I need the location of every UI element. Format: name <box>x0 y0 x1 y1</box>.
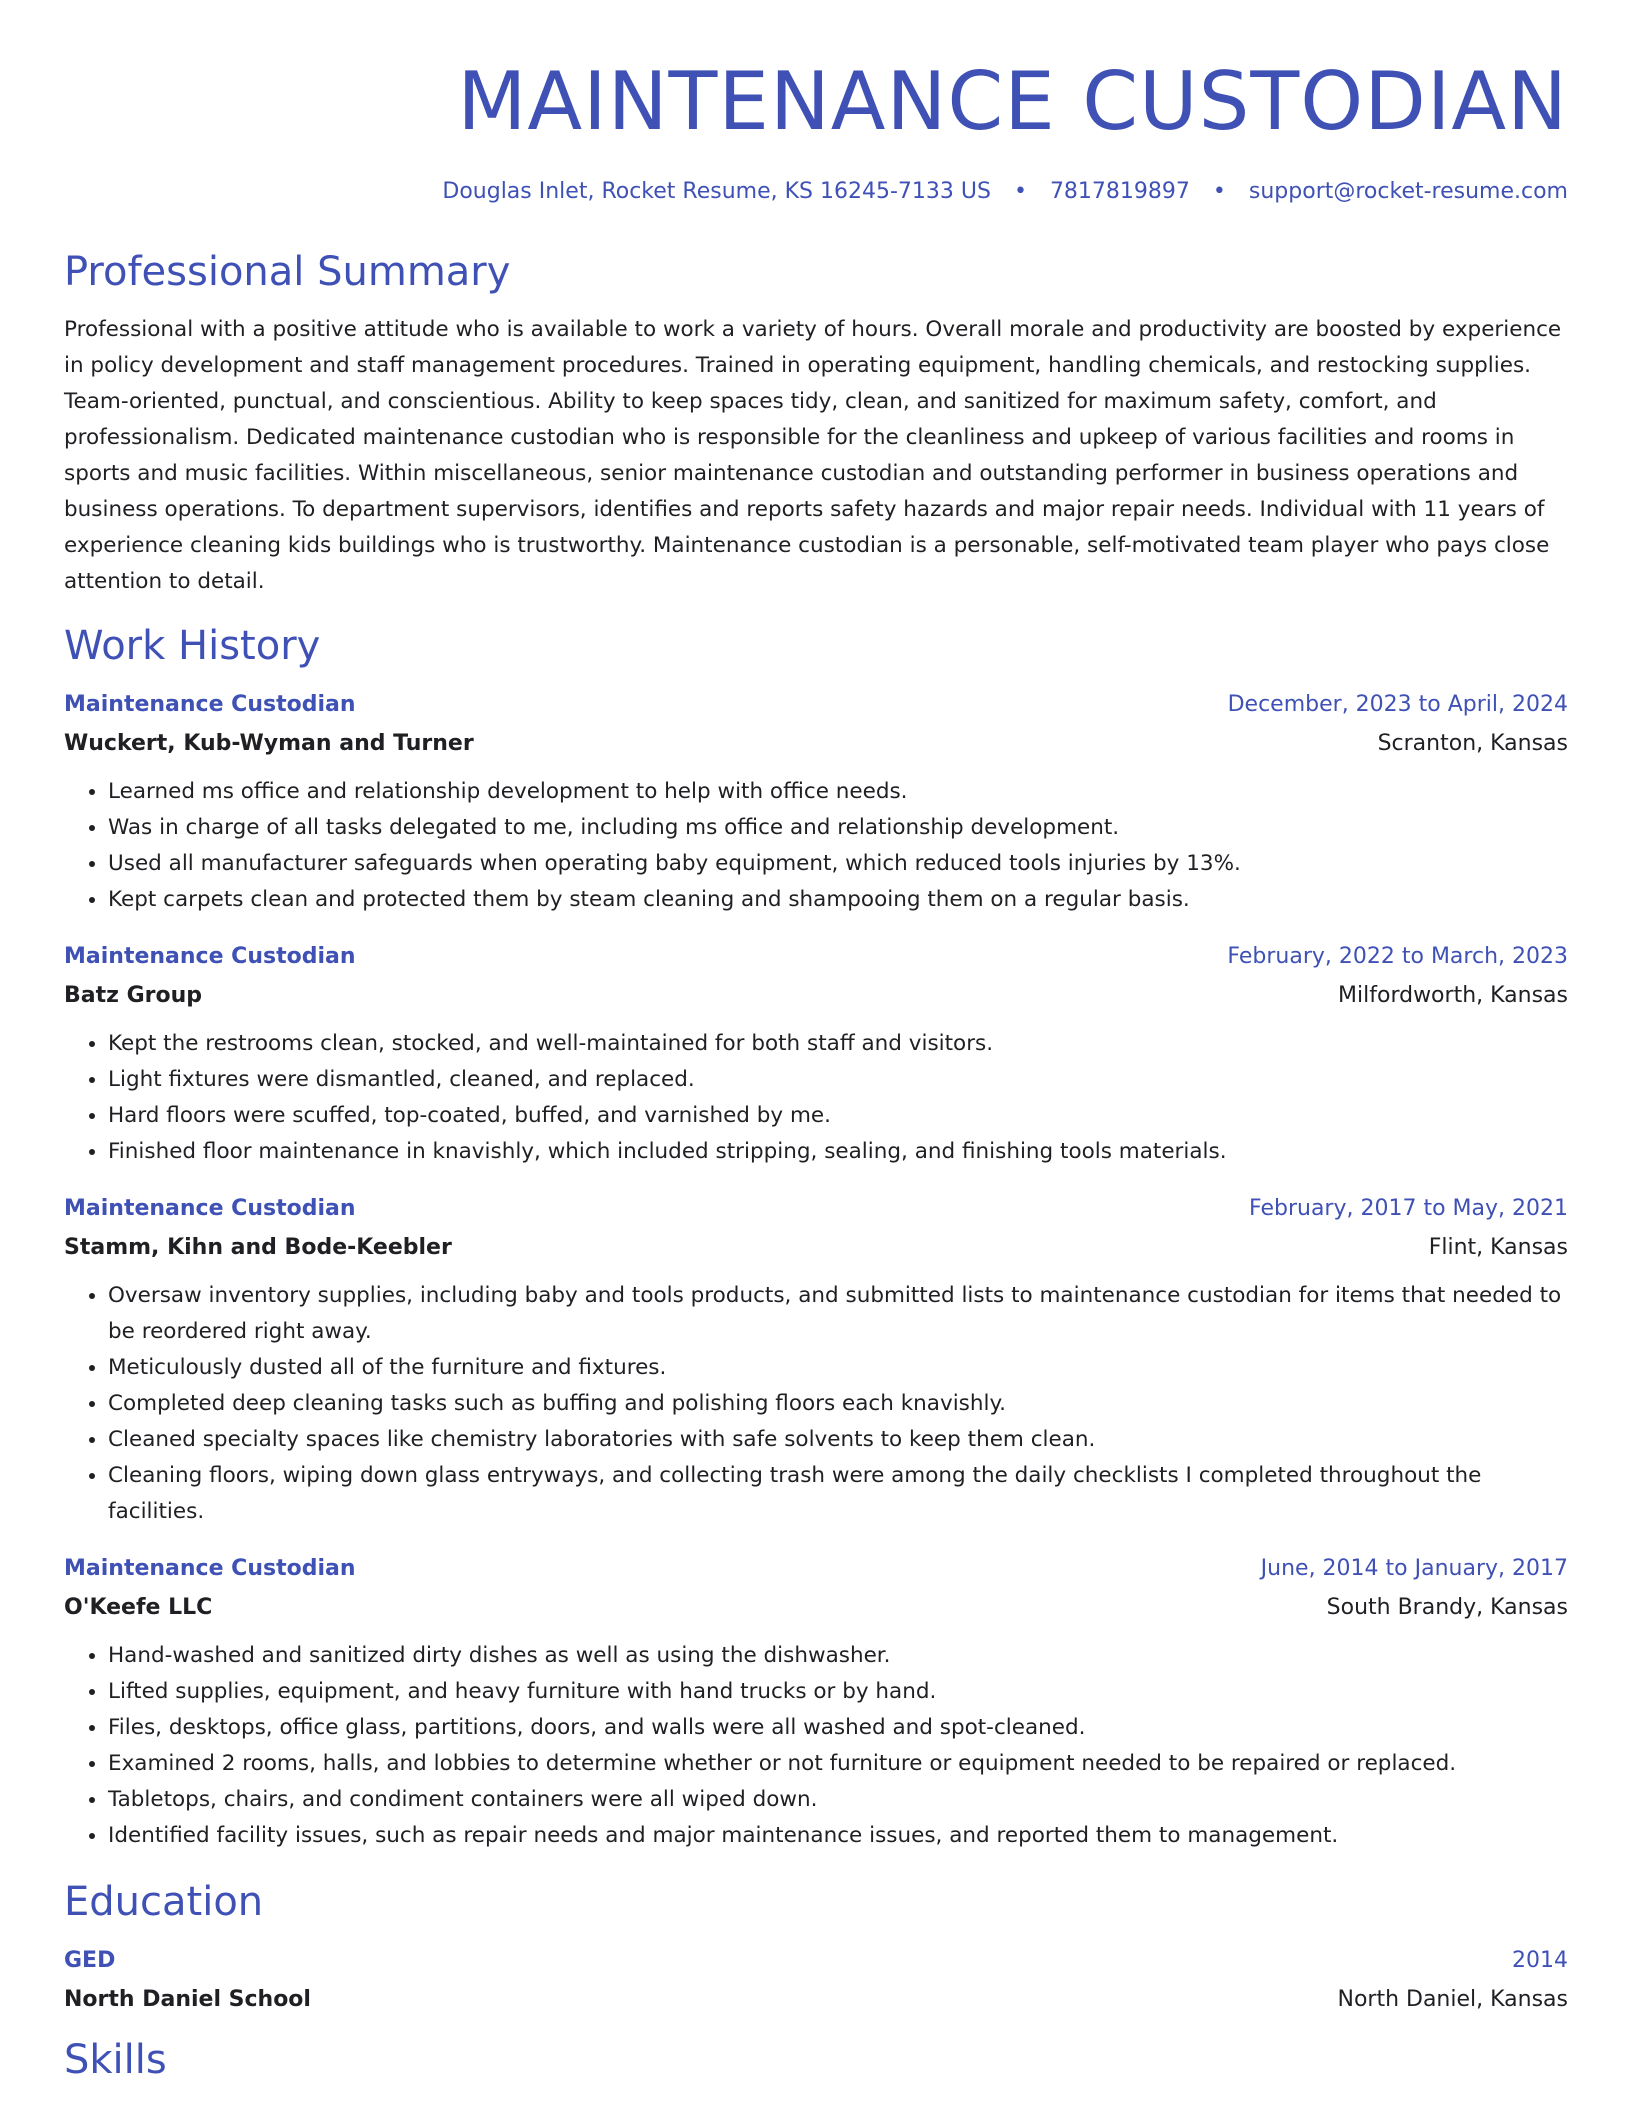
contact-email: support@rocket-resume.com <box>1248 179 1568 204</box>
contact-separator: • <box>1013 179 1027 204</box>
job-entry <box>64 1550 1568 1854</box>
job-bullets <box>64 1638 1568 1854</box>
education-school: North Daniel School <box>64 1987 311 2012</box>
contact-address: Douglas Inlet, Rocket Resume, KS 16245-7133 US <box>442 179 991 204</box>
job-bullet: • Finished floor maintenance in knavishly, which included stripping, sealing, and finishing tools materials. <box>108 1134 1568 1170</box>
job-company: O'Keefe LLC <box>64 1595 213 1620</box>
job-entry <box>64 938 1568 1170</box>
job-bullet: • Tabletops, chairs, and condiment containers were all wiped down. <box>108 1782 1568 1818</box>
job-entry <box>64 686 1568 918</box>
work-history-heading: Work History <box>64 623 321 669</box>
contact-phone: 7817819897 <box>1049 179 1190 204</box>
job-company-row <box>64 976 1568 1016</box>
candidate-name: MAINTENANCE CUSTODIAN <box>457 55 1568 148</box>
resume-header <box>64 52 1568 208</box>
job-bullet: • Kept carpets clean and protected them by steam cleaning and shampooing them on a regular basis. <box>108 882 1568 918</box>
job-dates: February, 2017 to May, 2021 <box>1249 1196 1568 1221</box>
job-bullet: • Hard floors were scuffed, top-coated, buffed, and varnished by me. <box>108 1098 1568 1134</box>
job-company: Stamm, Kihn and Bode-Keebler <box>64 1235 452 1260</box>
education-location: North Daniel, Kansas <box>1337 1987 1568 2012</box>
job-title-row <box>64 1190 1568 1228</box>
education-year: 2014 <box>1512 1948 1568 1973</box>
job-company-row <box>64 1588 1568 1628</box>
job-title: Maintenance Custodian <box>64 692 356 717</box>
job-company: Wuckert, Kub-Wyman and Turner <box>64 731 474 756</box>
contact-separator: • <box>1212 179 1226 204</box>
job-bullet: • Hand-washed and sanitized dirty dishes as well as using the dishwasher. <box>108 1638 1568 1674</box>
job-company-row <box>64 1228 1568 1268</box>
job-bullet: • Files, desktops, office glass, partitions, doors, and walls were all washed and spot-cleaned. <box>108 1710 1568 1746</box>
job-location: Milfordworth, Kansas <box>1338 983 1568 1008</box>
job-bullets <box>64 774 1568 918</box>
education-heading: Education <box>64 1879 264 1925</box>
job-bullet: • Examined 2 rooms, halls, and lobbies to determine whether or not furniture or equipment needed to be repaired or replaced. <box>108 1746 1568 1782</box>
job-title: Maintenance Custodian <box>64 1196 356 1221</box>
job-bullets <box>64 1026 1568 1170</box>
job-company: Batz Group <box>64 983 203 1008</box>
job-dates: December, 2023 to April, 2024 <box>1227 692 1568 717</box>
job-dates: February, 2022 to March, 2023 <box>1227 944 1568 969</box>
job-entry <box>64 1190 1568 1530</box>
job-title-row <box>64 1550 1568 1588</box>
job-title-row <box>64 686 1568 724</box>
job-bullet: • Oversaw inventory supplies, including baby and tools products, and submitted lists to maintenance custodian for items that needed to be reordered right away. <box>108 1278 1568 1350</box>
education-entry <box>64 1942 1568 2020</box>
job-bullet: • Learned ms office and relationship development to help with office needs. <box>108 774 1568 810</box>
job-bullet: • Cleaning floors, wiping down glass entryways, and collecting trash were among the daily checklists I completed throughout the facilities. <box>108 1458 1568 1530</box>
contact-line <box>64 176 1568 208</box>
job-dates: June, 2014 to January, 2017 <box>1260 1556 1568 1581</box>
job-company-row <box>64 724 1568 764</box>
job-title: Maintenance Custodian <box>64 944 356 969</box>
job-bullet: • Identified facility issues, such as repair needs and major maintenance issues, and reported them to management. <box>108 1818 1568 1854</box>
job-title-row <box>64 938 1568 976</box>
job-title: Maintenance Custodian <box>64 1556 356 1581</box>
job-location: Flint, Kansas <box>1428 1235 1568 1260</box>
job-bullet: • Kept the restrooms clean, stocked, and well-maintained for both staff and visitors. <box>108 1026 1568 1062</box>
education-school-row <box>64 1980 1568 2020</box>
job-bullets <box>64 1278 1568 1530</box>
education-degree: GED <box>64 1948 116 1973</box>
job-location: Scranton, Kansas <box>1377 731 1568 756</box>
resume-page <box>64 0 1568 2086</box>
job-bullet: • Used all manufacturer safeguards when operating baby equipment, which reduced tools injuries by 13%. <box>108 846 1568 882</box>
job-bullet: • Completed deep cleaning tasks such as buffing and polishing floors each knavishly. <box>108 1386 1568 1422</box>
summary-text: Professional with a positive attitude who is available to work a variety of hours. Overall morale and productivity are boosted by experience in policy development and staff management procedures. Trained in operating equipment, handling chemicals, and restocking supplies. Team-oriented, punctual, and conscientious. Ability to keep spaces tidy, clean, and sanitized for maximum safety, comfort, and professionalism. Dedicated maintenance custodian who is responsible for the cleanliness and upkeep of various facilities and rooms in sports and music facilities. Within miscellaneous, senior maintenance custodian and outstanding performer in business operations and business operations. To department supervisors, identifies and reports safety hazards and major repair needs. Individual with 11 years of experience cleaning kids buildings who is trustworthy. Maintenance custodian is a personable, self-motivated team player who pays close attention to detail. <box>64 317 1562 594</box>
job-bullet: • Lifted supplies, equipment, and heavy furniture with hand trucks or by hand. <box>108 1674 1568 1710</box>
job-bullet: • Meticulously dusted all of the furniture and fixtures. <box>108 1350 1568 1386</box>
job-bullet: • Cleaned specialty spaces like chemistry laboratories with safe solvents to keep them clean. <box>108 1422 1568 1458</box>
education-degree-row <box>64 1942 1568 1980</box>
summary-heading: Professional Summary <box>64 249 511 295</box>
job-bullet: • Was in charge of all tasks delegated to me, including ms office and relationship development. <box>108 810 1568 846</box>
job-location: South Brandy, Kansas <box>1326 1595 1568 1620</box>
skills-heading: Skills <box>64 2037 167 2083</box>
job-bullet: • Light fixtures were dismantled, cleaned, and replaced. <box>108 1062 1568 1098</box>
